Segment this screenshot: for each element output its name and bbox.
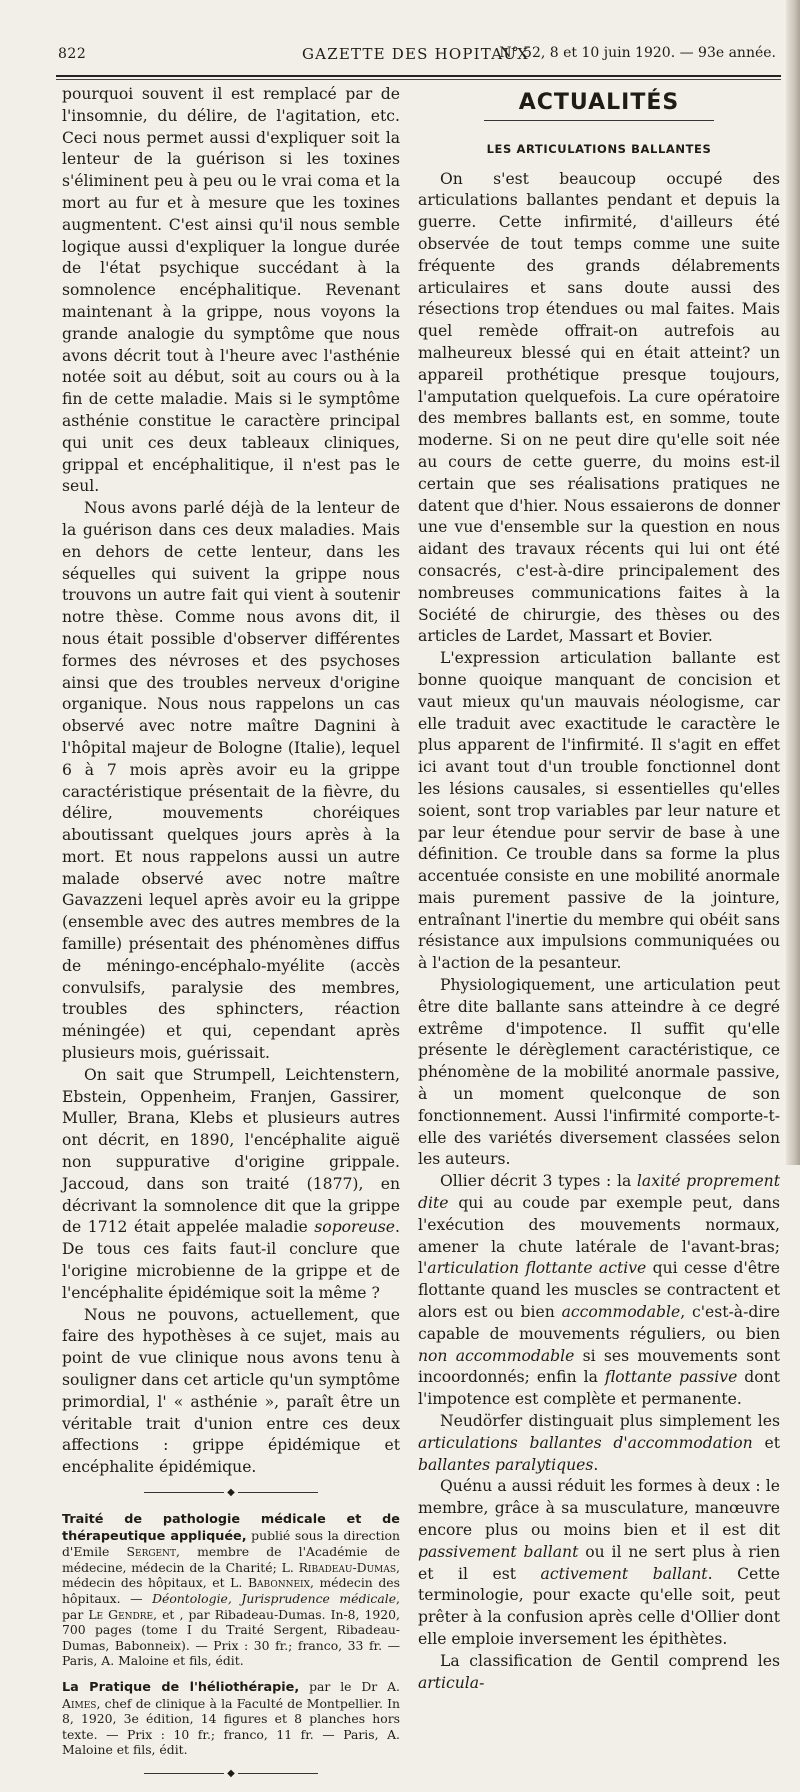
- left-column: [62, 84, 400, 1792]
- right-paragraph-4: Ollier décrit 3 types : la laxité proprement dite qui au coude par exemple peut, dans l'exécution des mouvements normaux, amener la chute latérale de l'avant-bras; l'articulation flottante active qui cesse d'être flottante quand les muscles se contractent et alors est ou bien accommodable, c'est-à-dire capable de mouvements réguliers, ou bien non accommodable si ses mouvements sont incoordonnés; enfin la flottante passive dont l'impotence est complète et permanente.: [418, 1172, 780, 1409]
- bottom-divider: ◆: [62, 1768, 400, 1780]
- left-paragraph-3: On sait que Strumpell, Leichtenstern, Ebstein, Oppenheim, Franjen, Gassirer, Muller, Brana, Klebs et plusieurs autres ont décrit, en 1890, l'encéphalite aiguë non suppurative d'origine grippale. Jaccoud, dans son traité (1877), en décrivant la somnolence dit que la grippe de 1712 était appelée maladie soporeuse. De tous ces faits faut-il conclure que l'origine microbienne de la grippe et de l'encéphalite épidémique soit la même ?: [62, 1065, 400, 1302]
- right-paragraph-2: L'expression articulation ballante est bonne quoique manquant de concision et vaut mieux qu'un mauvais néologisme, car elle traduit avec exactitude le caractère le plus apparent de l'infirmité. Il s'agit en effet ici avant tout d'un trouble fonctionnel dont les lésions causales, si essentielles qu'elles soient, sont trop variables par leur nature et par leur étendue pour servir de base à une définition. Ce trouble dans sa forme la plus accentuée consiste en une mobilité anormale mais purement passive de la jointure, entraînant l'inertie du membre qui obéit sans résistance aux impulsions communiquées ou à l'action de la pesanteur.: [418, 649, 780, 973]
- journal-title: GAZETTE DES HOPITAUX: [302, 45, 529, 63]
- header-rule: [56, 75, 781, 80]
- page-number: 822: [58, 46, 87, 62]
- running-header: [52, 40, 782, 74]
- italic-soporeuse: soporeuse: [314, 1218, 396, 1237]
- biblio-entry-heliotherapie: La Pratique de l'héliothérapie, par le Dr A. Aimes, chef de clinique à la Faculté de Montpellier. In 8, 1920, 3e édition, 14 figures et 8 planches hors texte. — Prix : 10 fr.; franco, 11 fr. — Paris, A. Maloine et fils, édit.: [62, 1678, 400, 1758]
- issue-info: N° 52, 8 et 10 juin 1920. — 93e année.: [499, 45, 776, 61]
- page-binding-edge: [786, 0, 800, 1165]
- section-title-rule: [484, 120, 714, 121]
- article-title: LES ARTICULATIONS BALLANTES: [486, 141, 712, 156]
- biblio-entry-traite: Traité de pathologie médicale et de thérapeutique appliquée, publié sous la direction d'Emile Sergent, membre de l'Académie de médecine, médecin de la Charité; L. Ribadeau-Dumas, médecin des hôpitaux, et L. Babonneix, médecin des hôpitaux. — Déontologie, Jurisprudence médicale, par Le Gendre, et , par Ribadeau-Dumas. In-8, 1920, 700 pages (tome I du Traité Sergent, Ribadeau-Dumas, Babonneix). — Prix : 30 fr.; franco, 33 fr. — Paris, A. Maloine et fils, édit.: [62, 1512, 400, 1669]
- right-paragraph-1: On s'est beaucoup occupé des articulations ballantes pendant et depuis la guerre. Cette infirmité, d'ailleurs été observée de tout temps comme une suite fréquente des grands délabrements articulaires et sans doute aussi des résections trop étendues ou mal faites. Mais quel remède offrait-on autrefois au malheureux blessé qui en était atteint? un appareil prothétique presque toujours, l'amputation quelquefois. La cure opératoire des membres ballants est, en somme, toute moderne. Si on ne peut dire qu'elle soit née au cours de cette guerre, du moins est-il certain que ses réalisations pratiques ne datent que d'hier. Nous essaierons de donner une vue d'ensemble sur la question en nous aidant des travaux récents qui lui ont été consacrés, c'est-à-dire principalement des nombreuses communications faites à la Société de chirurgie, des thèses ou des articles de Lardet, Massart et Bovier.: [418, 169, 780, 646]
- right-paragraph-7: La classification de Gentil comprend les articula-: [418, 1651, 780, 1692]
- bibliography: [62, 1511, 400, 1758]
- right-paragraph-3: Physiologiquement, une articulation peut être dite ballante sans atteindre à ce degré extrême d'impotence. Il suffit qu'elle présente le dérèglement caractéristique, ce phénomène de la mobilité anormale passive, à un moment quelconque de son fonctionnement. Aussi l'infirmité comporte-t-elle des variétés diversement classées selon les auteurs.: [418, 976, 780, 1169]
- section-title: ACTUALITÉS: [518, 90, 680, 115]
- left-paragraph-2: Nous avons parlé déjà de la lenteur de la guérison dans ces deux maladies. Mais en dehors de cette lenteur, dans les séquelles qui suivent la grippe nous trouvons un autre fait qui vient à soutenir notre thèse. Comme nous avons dit, il nous était possible d'observer différentes formes des névroses et des psychoses ainsi que des troubles nerveux d'origine organique. Nous nous rappelons un cas observé avec notre maître Dagnini à l'hôpital majeur de Bologne (Italie), lequel 6 à 7 mois après avoir eu la grippe caractéristique présentait de la fièvre, du délire, mouvements choréiques aboutissant quelques jours après à la mort. Et nous rappelons aussi un autre malade observé avec notre maître Gavazzeni lequel après avoir eu la grippe (ensemble avec des autres membres de la famille) présentait des phénomènes diffus de méningo-encéphalo-myélite (accès convulsifs, paralysie des membres, troubles des sphincters, réaction méningée) et qui, cependant après plusieurs mois, guérissait.: [62, 499, 400, 1063]
- left-paragraph-4: Nous ne pouvons, actuellement, que faire des hypothèses à ce sujet, mais au point de vue clinique nous avons tenu à souligner dans cet article qu'un symptôme primordial, l' « asthénie », paraît être un véritable trait d'union entre ces deux affections : grippe épidémique et encéphalite épidémique.: [62, 1305, 400, 1477]
- section-divider: ◆: [62, 1487, 400, 1499]
- right-column: [418, 84, 780, 1694]
- left-paragraph-1: pourquoi souvent il est remplacé par de l'insomnie, du délire, de l'agitation, etc. Ceci nous permet aussi d'expliquer soit la lenteur de la guérison si les toxines s'éliminent peu à peu ou le vrai coma et la mort au fur et à mesure que les toxines augmentent. C'est ainsi qu'il nous semble logique aussi d'expliquer la longue durée de l'état psychique succédant à la somnolence encéphalitique. Revenant maintenant à la grippe, nous voyons la grande analogie du symptôme que nous avons décrit tout à l'heure avec l'asthénie notée soit au début, soit au cours ou à la fin de cette maladie. Mais si le symptôme asthénie constitue le caractère principal qui unit ces deux tableaux cliniques, grippal et encéphalitique, il n'est pas le seul.: [62, 85, 400, 496]
- right-paragraph-6: Quénu a aussi réduit les formes à deux : le membre, grâce à sa musculature, manœuvre encore plus ou moins bien et il est dit passivement ballant ou il ne sert plus à rien et il est activement ballant. Cette terminologie, pour exacte qu'elle soit, peut prêter à la confusion après celle d'Ollier dont elle emploie inversement les épithètes.: [418, 1477, 780, 1648]
- right-paragraph-5: Neudörfer distinguait plus simplement les articulations ballantes d'accommodation et ballantes paralytiques.: [418, 1412, 780, 1474]
